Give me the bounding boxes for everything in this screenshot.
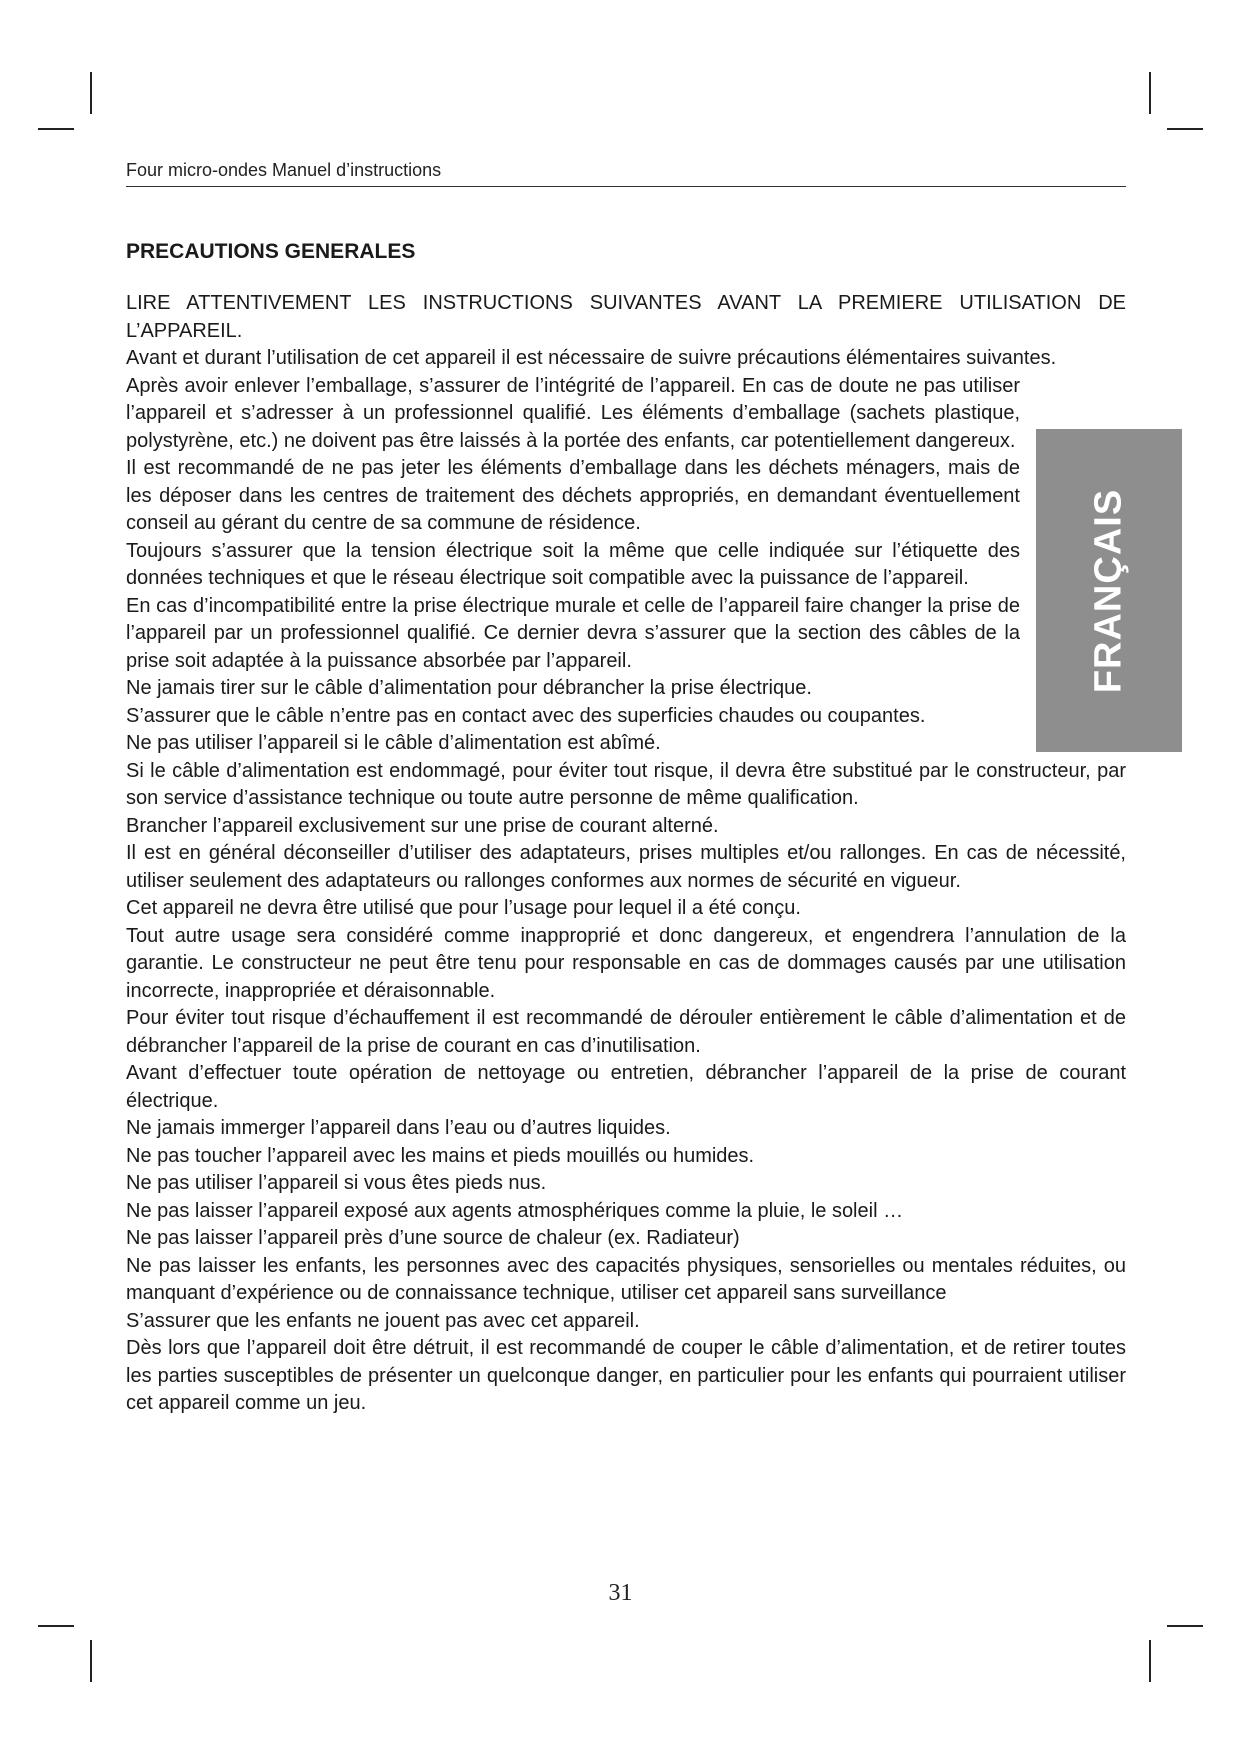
paragraph: Ne pas laisser les enfants, les personnes avec des capacités physiques, sensorielles ou mentales réduites, ou manquant d’expérience ou de connaissance technique, utiliser cet appareil sans surveillance <box>126 1254 1126 1304</box>
running-header: Four micro-ondes Manuel d’instructions <box>126 160 442 180</box>
paragraph: Ne pas laisser l’appareil exposé aux agents atmosphériques comme la pluie, le soleil … <box>126 1199 904 1222</box>
paragraph: Ne jamais tirer sur le câble d’alimentation pour débrancher la prise électrique. <box>126 677 812 699</box>
crop-mark-top-right-vertical <box>1149 72 1151 114</box>
page-number: 31 <box>608 1580 633 1606</box>
paragraph: Avant d’effectuer toute opération de nettoyage ou entretien, débrancher l’appareil de la prise de courant électrique. <box>126 1062 1126 1112</box>
paragraph: Toujours s’assurer que la tension électrique soit la même que celle indiquée sur l’étiquette des données techniques et que le réseau électrique soit compatible avec la puissance de l’appareil. <box>126 539 1020 589</box>
paragraph: S’assurer que le câble n’entre pas en contact avec des superficies chaudes ou coupantes. <box>126 704 926 727</box>
body-text <box>126 290 1126 1418</box>
paragraph: LIRE ATTENTIVEMENT LES INSTRUCTIONS SUIVANTES AVANT LA PREMIERE UTILISATION DE L’APPAREIL. <box>126 292 1126 342</box>
paragraph: Si le câble d’alimentation est endommagé, pour éviter tout risque, il devra être substitué par le constructeur, par son service d’assistance technique ou toute autre personne de même qualification. <box>126 759 1126 809</box>
paragraph: Ne pas laisser l’appareil près d’une source de chaleur (ex. Radiateur) <box>126 1227 740 1249</box>
language-tab-label: FRANÇAIS <box>1087 488 1130 693</box>
paragraph: Avant et durant l’utilisation de cet appareil il est nécessaire de suivre précautions élémentaires suivantes. <box>126 347 1057 369</box>
paragraph: Brancher l’appareil exclusivement sur une prise de courant alterné. <box>126 814 719 837</box>
crop-mark-bottom-left-vertical <box>90 1640 92 1682</box>
paragraph: Ne pas utiliser l’appareil si le câble d’alimentation est abîmé. <box>126 732 661 754</box>
paragraph: Tout autre usage sera considéré comme inapproprié et donc dangereux, et engendrera l’annulation de la garantie. Le constructeur ne peut être tenu pour responsable en cas de dommages causés par une utilisation incorrecte, inappropriée et déraisonnable. <box>126 924 1126 1002</box>
crop-mark-bottom-left-horizontal <box>38 1625 74 1627</box>
crop-mark-top-right-horizontal <box>1167 128 1203 130</box>
crop-mark-top-left-horizontal <box>38 128 74 130</box>
paragraph: S’assurer que les enfants ne jouent pas avec cet appareil. <box>126 1309 640 1332</box>
crop-mark-bottom-right-horizontal <box>1167 1625 1203 1627</box>
paragraph: Ne pas toucher l’appareil avec les mains et pieds mouillés ou humides. <box>126 1144 755 1167</box>
paragraph: En cas d’incompatibilité entre la prise électrique murale et celle de l’appareil faire changer la prise de l’appareil par un professionnel qualifié. Ce dernier devra s’assurer que la section des câbles de la prise soit adaptée à la puissance absorbée par l’appareil. <box>126 594 1020 672</box>
section-title: PRECAUTIONS GENERALES <box>126 240 416 263</box>
paragraph: Cet appareil ne devra être utilisé que pour l’usage pour lequel il a été conçu. <box>126 897 801 919</box>
paragraph: Après avoir enlever l’emballage, s’assurer de l’intégrité de l’appareil. En cas de doute ne pas utiliser l’appareil et s’adresser à un professionnel qualifié. Les éléments d’emballage (sachets plastique, polystyrène, etc.) ne doivent pas être laissés à la portée des enfants, car potentiellement dangereux. <box>126 374 1020 452</box>
crop-mark-top-left-vertical <box>90 72 92 114</box>
paragraph: Ne jamais immerger l’appareil dans l’eau ou d’autres liquides. <box>126 1117 671 1139</box>
crop-mark-bottom-right-vertical <box>1149 1640 1151 1682</box>
paragraph: Pour éviter tout risque d’échauffement il est recommandé de dérouler entièrement le câble d’alimentation et de débrancher l’appareil de la prise de courant en cas d’inutilisation. <box>126 1007 1126 1057</box>
paragraph: Dès lors que l’appareil doit être détruit, il est recommandé de couper le câble d’alimentation, et de retirer toutes les parties susceptibles de présenter un quelconque danger, en particulier pour les enfants qui pourraient utiliser cet appareil comme un jeu. <box>126 1337 1126 1414</box>
header-rule <box>126 186 1126 187</box>
paragraph: Il est recommandé de ne pas jeter les éléments d’emballage dans les déchets ménagers, mais de les déposer dans les centres de traitement des déchets appropriés, en demandant éventuellement conseil au gérant du centre de sa commune de résidence. <box>126 457 1020 534</box>
paragraph: Il est en général déconseiller d’utiliser des adaptateurs, prises multiples et/ou rallonges. En cas de nécessité, utiliser seulement des adaptateurs ou rallonges conformes aux normes de sécurité en vigueur. <box>126 842 1126 892</box>
paragraph: Ne pas utiliser l’appareil si vous êtes pieds nus. <box>126 1172 547 1194</box>
